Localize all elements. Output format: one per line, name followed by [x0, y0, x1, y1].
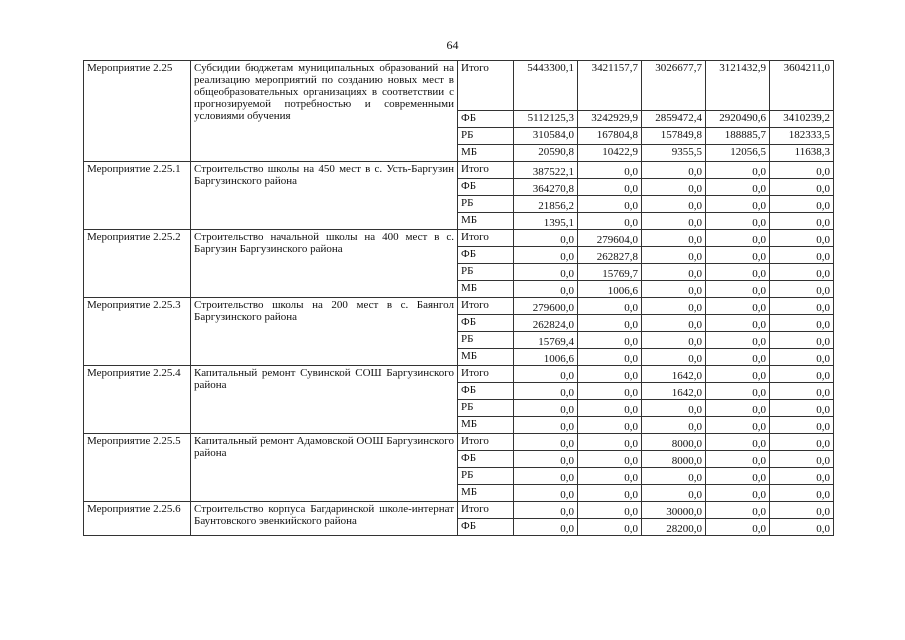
amount-cell: 0,0: [578, 434, 642, 451]
amount-cell: 0,0: [770, 502, 834, 519]
amount-cell: 0,0: [770, 400, 834, 417]
amount-cell: 0,0: [770, 315, 834, 332]
amount-cell: 0,0: [706, 264, 770, 281]
amount-cell: 0,0: [770, 281, 834, 298]
amount-cell: 3410239,2: [770, 111, 834, 128]
amount-cell: 8000,0: [642, 434, 706, 451]
amount-cell: 0,0: [514, 230, 578, 247]
funding-source: РБ: [458, 400, 514, 417]
amount-cell: 0,0: [642, 247, 706, 264]
amount-cell: 3121432,9: [706, 61, 770, 111]
funding-source: Итого: [458, 298, 514, 315]
amount-cell: 1006,6: [578, 281, 642, 298]
amount-cell: 21856,2: [514, 196, 578, 213]
amount-cell: 0,0: [514, 264, 578, 281]
funding-source: РБ: [458, 332, 514, 349]
amount-cell: 0,0: [642, 315, 706, 332]
amount-cell: 0,0: [514, 502, 578, 519]
funding-source: Итого: [458, 162, 514, 179]
amount-cell: 15769,7: [578, 264, 642, 281]
amount-cell: 0,0: [706, 230, 770, 247]
measure-code: Мероприятие 2.25: [84, 61, 191, 162]
amount-cell: 0,0: [770, 519, 834, 536]
funding-source: ФБ: [458, 111, 514, 128]
measure-code: Мероприятие 2.25.5: [84, 434, 191, 502]
measure-description: Капитальный ремонт Сувинской СОШ Баргузинского района: [191, 366, 458, 434]
table-row: [84, 298, 834, 315]
amount-cell: 0,0: [706, 162, 770, 179]
amount-cell: 0,0: [770, 196, 834, 213]
amount-cell: 0,0: [642, 332, 706, 349]
amount-cell: 2859472,4: [642, 111, 706, 128]
amount-cell: 0,0: [770, 366, 834, 383]
amount-cell: 0,0: [770, 434, 834, 451]
amount-cell: 0,0: [706, 298, 770, 315]
amount-cell: 0,0: [642, 196, 706, 213]
amount-cell: 0,0: [642, 179, 706, 196]
amount-cell: 0,0: [578, 400, 642, 417]
amount-cell: 262827,8: [578, 247, 642, 264]
measure-description: Субсидии бюджетам муниципальных образований на реализацию мероприятий по созданию новых мест в общеобразовательных организациях в соответствии с прогнозируемой потребностью и современными условиями обучения: [191, 61, 458, 162]
amount-cell: 0,0: [770, 247, 834, 264]
amount-cell: 0,0: [706, 213, 770, 230]
amount-cell: 0,0: [514, 366, 578, 383]
measure-code: Мероприятие 2.25.6: [84, 502, 191, 536]
amount-cell: 0,0: [514, 434, 578, 451]
amount-cell: 0,0: [578, 519, 642, 536]
amount-cell: 188885,7: [706, 128, 770, 145]
amount-cell: 1642,0: [642, 383, 706, 400]
funding-source: МБ: [458, 213, 514, 230]
amount-cell: 0,0: [514, 417, 578, 434]
amount-cell: 0,0: [770, 298, 834, 315]
amount-cell: 0,0: [706, 179, 770, 196]
amount-cell: 0,0: [578, 162, 642, 179]
funding-source: ФБ: [458, 247, 514, 264]
amount-cell: 0,0: [770, 213, 834, 230]
amount-cell: 0,0: [770, 264, 834, 281]
funding-source: Итого: [458, 434, 514, 451]
amount-cell: 0,0: [770, 417, 834, 434]
funding-source: ФБ: [458, 179, 514, 196]
amount-cell: 0,0: [642, 468, 706, 485]
amount-cell: 15769,4: [514, 332, 578, 349]
amount-cell: 0,0: [578, 468, 642, 485]
amount-cell: 157849,8: [642, 128, 706, 145]
amount-cell: 0,0: [642, 264, 706, 281]
funding-source: Итого: [458, 230, 514, 247]
measure-code: Мероприятие 2.25.2: [84, 230, 191, 298]
amount-cell: 279604,0: [578, 230, 642, 247]
amount-cell: 262824,0: [514, 315, 578, 332]
amount-cell: 0,0: [578, 502, 642, 519]
amount-cell: 0,0: [706, 417, 770, 434]
funding-source: РБ: [458, 128, 514, 145]
amount-cell: 0,0: [514, 383, 578, 400]
amount-cell: 0,0: [706, 332, 770, 349]
table-row: [84, 434, 834, 451]
measure-code: Мероприятие 2.25.1: [84, 162, 191, 230]
amount-cell: 11638,3: [770, 145, 834, 162]
amount-cell: 12056,5: [706, 145, 770, 162]
measure-description: Строительство начальной школы на 400 мест в с. Баргузин Баргузинского района: [191, 230, 458, 298]
amount-cell: 1642,0: [642, 366, 706, 383]
amount-cell: 3604211,0: [770, 61, 834, 111]
amount-cell: 1395,1: [514, 213, 578, 230]
amount-cell: 0,0: [706, 196, 770, 213]
measure-code: Мероприятие 2.25.3: [84, 298, 191, 366]
funding-source: Итого: [458, 61, 514, 111]
amount-cell: 5112125,3: [514, 111, 578, 128]
amount-cell: 0,0: [578, 349, 642, 366]
amount-cell: 0,0: [578, 366, 642, 383]
amount-cell: 0,0: [706, 519, 770, 536]
table-row: [84, 502, 834, 519]
amount-cell: 0,0: [706, 349, 770, 366]
amount-cell: 30000,0: [642, 502, 706, 519]
amount-cell: 28200,0: [642, 519, 706, 536]
amount-cell: 0,0: [578, 485, 642, 502]
amount-cell: 0,0: [770, 349, 834, 366]
amount-cell: 0,0: [706, 383, 770, 400]
amount-cell: 387522,1: [514, 162, 578, 179]
table-row: [84, 61, 834, 111]
amount-cell: 0,0: [642, 349, 706, 366]
amount-cell: 0,0: [578, 179, 642, 196]
amount-cell: 8000,0: [642, 451, 706, 468]
measure-description: Строительство школы на 450 мест в с. Усть-Баргузин Баргузинского района: [191, 162, 458, 230]
amount-cell: 0,0: [578, 298, 642, 315]
amount-cell: 0,0: [642, 417, 706, 434]
amount-cell: 0,0: [642, 400, 706, 417]
amount-cell: 0,0: [578, 332, 642, 349]
table-row: [84, 230, 834, 247]
amount-cell: 0,0: [770, 179, 834, 196]
amount-cell: 0,0: [706, 281, 770, 298]
funding-source: ФБ: [458, 519, 514, 536]
measure-code: Мероприятие 2.25.4: [84, 366, 191, 434]
funding-source: Итого: [458, 502, 514, 519]
amount-cell: 0,0: [578, 196, 642, 213]
amount-cell: 3242929,9: [578, 111, 642, 128]
amount-cell: 310584,0: [514, 128, 578, 145]
amount-cell: 5443300,1: [514, 61, 578, 111]
funding-source: ФБ: [458, 383, 514, 400]
funding-source: МБ: [458, 349, 514, 366]
amount-cell: 0,0: [770, 162, 834, 179]
amount-cell: 10422,9: [578, 145, 642, 162]
measure-description: Строительство корпуса Багдаринской школе-интернат Баунтовского эвенкийского района: [191, 502, 458, 536]
amount-cell: 279600,0: [514, 298, 578, 315]
funding-source: РБ: [458, 196, 514, 213]
amount-cell: 0,0: [706, 366, 770, 383]
funding-source: Итого: [458, 366, 514, 383]
amount-cell: 0,0: [514, 468, 578, 485]
amount-cell: 0,0: [642, 162, 706, 179]
amount-cell: 0,0: [514, 281, 578, 298]
amount-cell: 0,0: [578, 451, 642, 468]
amount-cell: 3026677,7: [642, 61, 706, 111]
amount-cell: 2920490,6: [706, 111, 770, 128]
amount-cell: 0,0: [706, 468, 770, 485]
amount-cell: 0,0: [706, 485, 770, 502]
funding-source: ФБ: [458, 451, 514, 468]
amount-cell: 182333,5: [770, 128, 834, 145]
funding-source: МБ: [458, 485, 514, 502]
amount-cell: 0,0: [770, 485, 834, 502]
amount-cell: 3421157,7: [578, 61, 642, 111]
amount-cell: 364270,8: [514, 179, 578, 196]
funding-source: МБ: [458, 145, 514, 162]
amount-cell: 0,0: [514, 247, 578, 264]
amount-cell: 20590,8: [514, 145, 578, 162]
amount-cell: 0,0: [642, 298, 706, 315]
funding-source: МБ: [458, 417, 514, 434]
amount-cell: 0,0: [514, 400, 578, 417]
measure-description: Строительство школы на 200 мест в с. Баянгол Баргузинского района: [191, 298, 458, 366]
amount-cell: 0,0: [706, 247, 770, 264]
amount-cell: 167804,8: [578, 128, 642, 145]
funding-source: МБ: [458, 281, 514, 298]
amount-cell: 0,0: [706, 451, 770, 468]
funding-table: [83, 60, 834, 536]
amount-cell: 0,0: [514, 485, 578, 502]
amount-cell: 0,0: [706, 315, 770, 332]
amount-cell: 0,0: [514, 519, 578, 536]
amount-cell: 0,0: [770, 468, 834, 485]
amount-cell: 0,0: [642, 213, 706, 230]
funding-source: ФБ: [458, 315, 514, 332]
amount-cell: 0,0: [642, 485, 706, 502]
page-number: 64: [446, 38, 459, 52]
funding-source: РБ: [458, 264, 514, 281]
amount-cell: 0,0: [770, 451, 834, 468]
amount-cell: 0,0: [642, 281, 706, 298]
amount-cell: 0,0: [578, 417, 642, 434]
amount-cell: 0,0: [706, 502, 770, 519]
table-row: [84, 366, 834, 383]
amount-cell: 0,0: [770, 230, 834, 247]
amount-cell: 0,0: [706, 434, 770, 451]
amount-cell: 0,0: [578, 315, 642, 332]
amount-cell: 0,0: [578, 383, 642, 400]
table-row: [84, 162, 834, 179]
amount-cell: 0,0: [578, 213, 642, 230]
measure-description: Капитальный ремонт Адамовской ООШ Баргузинского района: [191, 434, 458, 502]
amount-cell: 0,0: [770, 383, 834, 400]
amount-cell: 9355,5: [642, 145, 706, 162]
amount-cell: 1006,6: [514, 349, 578, 366]
amount-cell: 0,0: [642, 230, 706, 247]
amount-cell: 0,0: [770, 332, 834, 349]
funding-source: РБ: [458, 468, 514, 485]
amount-cell: 0,0: [706, 400, 770, 417]
amount-cell: 0,0: [514, 451, 578, 468]
